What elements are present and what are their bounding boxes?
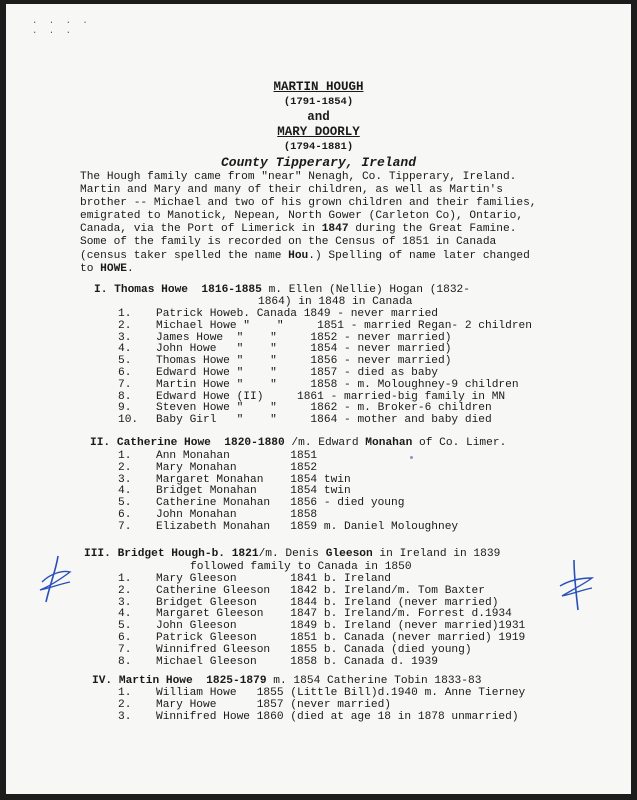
child-row [118, 415, 532, 427]
child-note: - died as baby [337, 366, 439, 379]
child-number: 2. [118, 698, 132, 711]
child-number: 8. [118, 390, 132, 403]
child-year: 1864 [276, 414, 338, 427]
child-year: 1862 [276, 402, 338, 415]
ink-dot [410, 456, 413, 459]
child-name: James Howe " " [156, 331, 277, 344]
child-number: 7. [118, 520, 132, 533]
child-note: - mother and baby died [337, 414, 492, 427]
child-number: 8. [118, 655, 132, 668]
child-number: 2. [118, 319, 132, 332]
child-number: 3. [118, 710, 132, 723]
child-row [118, 321, 532, 333]
child-number: 3. [118, 596, 132, 609]
child-year: 1847 [290, 608, 318, 621]
section-3-children [118, 574, 525, 668]
section-origin: of Co. Limer. [412, 437, 507, 449]
child-row [118, 645, 525, 657]
child-number: 2. [118, 584, 132, 597]
intro-line: to [80, 262, 101, 275]
child-name: Margaret Monahan [156, 473, 291, 486]
child-note: b. Ireland [317, 573, 391, 585]
child-row [118, 712, 525, 724]
child-name: Patrick Howe [156, 308, 237, 320]
child-row [118, 522, 458, 534]
child-year: 1849 [290, 620, 318, 633]
child-note: - never married) [337, 355, 452, 368]
section-2-children [118, 451, 458, 534]
child-note: b. Ireland/m. Tom Baxter [317, 584, 485, 597]
child-year: 1858 [276, 378, 338, 391]
child-name: Edward Howe (II) [156, 390, 264, 403]
child-name: Catherine Monahan [156, 497, 291, 510]
child-name: Winnifred Gleeson [156, 643, 291, 656]
child-year: 1856 [290, 497, 318, 510]
child-name: Thomas Howe " " [156, 355, 277, 368]
child-number: 5. [118, 497, 132, 510]
child-note: twin [317, 485, 351, 498]
child-note: (never married) [283, 698, 391, 711]
document-page [6, 4, 631, 794]
child-number: 3. [118, 473, 132, 486]
child-name: Mary Gleeson [156, 573, 291, 585]
child-row [118, 657, 525, 669]
child-note: - m. Moloughney-9 children [337, 378, 519, 391]
child-name: John Monahan [156, 508, 291, 521]
child-number: 4. [118, 485, 132, 498]
child-year: 1841 [290, 573, 318, 585]
child-note: b. Canada d. 1939 [317, 655, 438, 668]
section-person: Bridget Hough-b. 1821 [117, 548, 259, 560]
intro-line: .) Spelling of name later changed [308, 249, 530, 262]
child-note: (died at age 18 in 1878 unmarried) [283, 710, 519, 723]
child-number: 1. [118, 573, 132, 585]
section-numeral: IV. [92, 675, 113, 687]
intro-line: Martin and Mary and many of their children, as well as Martin's [80, 184, 503, 197]
child-number: 4. [118, 608, 132, 621]
child-row [118, 380, 532, 392]
child-year: 1857 [256, 698, 284, 711]
section-person: Catherine Howe 1820-1880 [116, 437, 285, 449]
child-number: 9. [118, 402, 132, 415]
child-row [118, 586, 525, 598]
child-name: Martin Howe " " [156, 378, 277, 391]
intro-line: . [127, 262, 134, 275]
child-note: - married Regan- 2 children [344, 319, 532, 332]
intro-line: (census taker spelled the name [80, 249, 289, 262]
child-note: b. Ireland (never married) [317, 596, 499, 609]
intro-line: brother -- Michael and two of his grown children and their families, [80, 197, 537, 210]
section-numeral: III. [84, 548, 111, 560]
intro-line: during the Great Famine. [348, 223, 517, 236]
child-name: Edward Howe " " [156, 366, 277, 379]
section-spouse-surname: Monahan [365, 437, 413, 449]
child-year: 1857 [276, 366, 338, 379]
section-2-heading [90, 437, 506, 450]
child-year: 1851 [290, 631, 318, 644]
section-numeral: I. [94, 284, 108, 296]
section-person: Thomas Howe 1816-1885 [114, 284, 262, 296]
child-note: b. Ireland (never married)1931 [317, 620, 526, 633]
child-number: 1. [118, 308, 132, 320]
child-note: twin [317, 473, 351, 486]
dates-martin: (1791-1854) [283, 96, 354, 108]
child-note: - married-big family in MN [323, 390, 506, 403]
child-year: 1859 [290, 520, 318, 533]
intro-bold-year: 1847 [321, 223, 349, 236]
child-note: b. Ireland/m. Forrest d.1934 [317, 608, 512, 621]
child-name: William Howe [156, 687, 257, 699]
child-year: 1851 [290, 450, 318, 462]
scan-specks: · · · · · · · [32, 18, 91, 38]
child-note: - never married [330, 308, 438, 320]
section-spouse-surname: Gleeson [325, 548, 373, 560]
child-note: - never married) [337, 343, 452, 356]
pen-mark-left [36, 552, 76, 606]
document-header [6, 80, 631, 170]
child-number: 1. [118, 450, 132, 462]
title-mary-doorly: MARY DOORLY [277, 125, 360, 139]
child-number: 7. [118, 378, 132, 391]
intro-line: Some of the family is recorded on the Census of 1851 in Canada [80, 236, 497, 249]
section-origin: in Ireland in 1839 [372, 548, 501, 560]
child-year: 1858 [290, 508, 318, 521]
child-note: b. Canada (never married) 1919 [317, 631, 526, 644]
intro-paragraph [80, 171, 560, 276]
child-number: 6. [118, 631, 132, 644]
child-name: John Gleeson [156, 620, 291, 633]
child-row [118, 633, 525, 645]
child-year: 1858 [290, 655, 318, 668]
child-year: 1854 [290, 473, 318, 486]
child-name: Michael Howe " " [156, 319, 284, 332]
child-year: 1844 [290, 596, 318, 609]
child-note: m. Daniel Moloughney [317, 520, 459, 533]
child-row [118, 463, 458, 475]
child-number: 7. [118, 643, 132, 656]
child-note: b. Canada (died young) [317, 643, 472, 656]
child-year: 1842 [290, 584, 318, 597]
section-marriage: m. Ellen (Nellie) Hogan (1832- [261, 284, 470, 296]
intro-bold-howe: HOWE [100, 262, 128, 275]
section-marriage: m. 1854 Catherine Tobin 1833-83 [266, 675, 482, 687]
child-year: 1861 [263, 390, 324, 403]
child-number: 10. [118, 414, 139, 427]
section-4-children [118, 688, 525, 723]
section-marriage: /m. Denis [258, 548, 326, 560]
child-number: 5. [118, 620, 132, 633]
child-name: Bridget Monahan [156, 485, 291, 498]
intro-line: Canada, via the Port of Limerick in [80, 223, 322, 236]
child-year: 1852 [290, 461, 318, 474]
child-name: Ann Monahan [156, 450, 291, 462]
child-year: 1856 [276, 355, 338, 368]
county-subtitle: County Tipperary, Ireland [220, 155, 417, 170]
intro-line: The Hough family came from "near" Nenagh, Co. Tipperary, Ireland. [80, 171, 517, 183]
child-year: 1860 [256, 710, 284, 723]
child-row [118, 510, 458, 522]
section-marriage: /m. Edward [284, 437, 366, 449]
child-note: - m. Broker-6 children [337, 402, 492, 415]
child-number: 6. [118, 508, 132, 521]
child-number: 1. [118, 687, 132, 699]
child-name: Winnifred Howe [156, 710, 257, 723]
child-year: b. Canada 1849 [236, 308, 331, 320]
child-year: 1851 [283, 319, 344, 332]
child-name: Steven Howe " " [156, 402, 277, 415]
child-number: 4. [118, 343, 132, 356]
child-number: 3. [118, 331, 132, 344]
section-numeral: II. [90, 437, 111, 449]
section-1-children [118, 309, 532, 427]
child-note: - never married) [337, 331, 452, 344]
child-row [118, 700, 525, 712]
child-name: Elizabeth Monahan [156, 520, 291, 533]
child-year: 1854 [276, 343, 338, 356]
child-year: 1855 [290, 643, 318, 656]
child-year: 1852 [276, 331, 338, 344]
title-martin-hough: MARTIN HOUGH [273, 80, 364, 94]
section-3-heading [84, 548, 500, 561]
child-name: Catherine Gleeson [156, 584, 291, 597]
child-number: 2. [118, 461, 132, 474]
child-name: John Howe " " [156, 343, 277, 356]
child-year: 1854 [290, 485, 318, 498]
child-name: Baby Girl " " [156, 414, 277, 427]
section-person: Martin Howe 1825-1879 [118, 675, 267, 687]
child-number: 6. [118, 366, 132, 379]
child-name: Mary Howe [156, 698, 257, 711]
intro-line: emigrated to Manotick, Nepean, North Gower (Carleton Co), Ontario, [80, 210, 524, 223]
child-name: Margaret Gleeson [156, 608, 291, 621]
child-name: Bridget Gleeson [156, 596, 291, 609]
child-note: - died young [317, 497, 405, 510]
child-year: 1855 [256, 687, 284, 699]
child-name: Michael Gleeson [156, 655, 291, 668]
title-and: and [307, 110, 330, 124]
intro-bold-hou: Hou [288, 249, 309, 262]
child-name: Patrick Gleeson [156, 631, 291, 644]
dates-mary: (1794-1881) [283, 141, 354, 153]
section-3-continuation: followed family to Canada in 1850 [190, 561, 412, 573]
child-name: Mary Monahan [156, 461, 291, 474]
section-1-continuation: 1864) in 1848 in Canada [258, 296, 413, 308]
child-note: (Little Bill)d.1940 m. Anne Tierney [283, 687, 526, 699]
pen-mark-right [556, 556, 596, 614]
child-row [118, 368, 532, 380]
child-number: 5. [118, 355, 132, 368]
